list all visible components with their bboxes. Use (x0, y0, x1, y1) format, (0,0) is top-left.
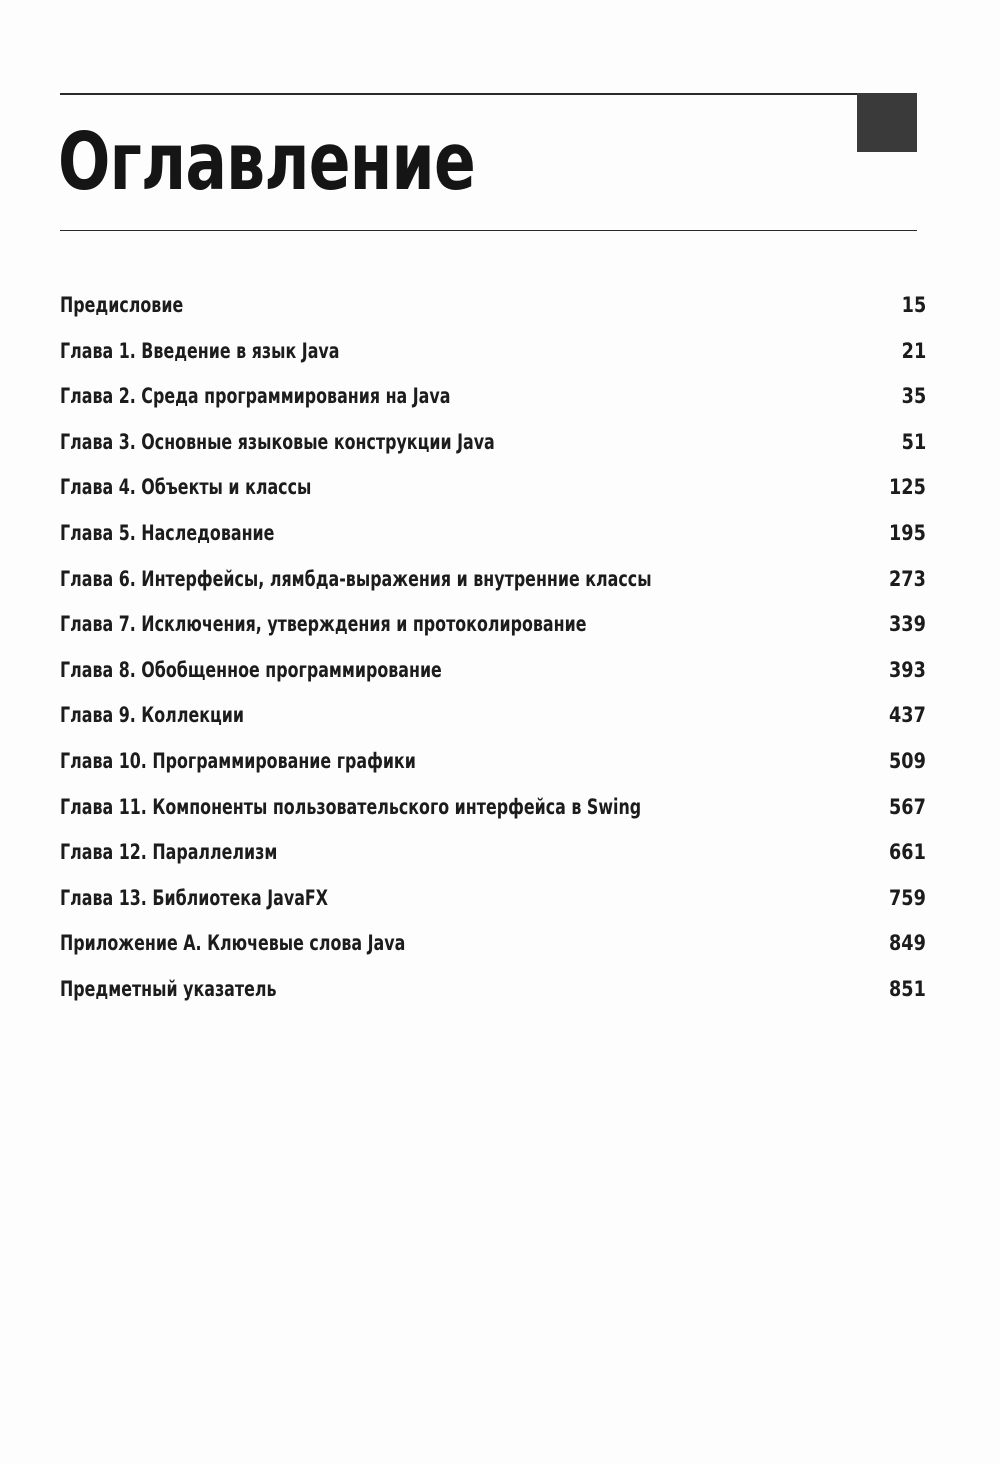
toc-entry-page-number: 273 (889, 566, 926, 591)
toc-entry-chapter-1[interactable] (60, 329, 926, 375)
toc-entry-chapter-2[interactable] (60, 374, 926, 420)
toc-entry-label: Приложение А. Ключевые слова Java (60, 931, 406, 956)
toc-entry-page-number: 51 (901, 429, 926, 454)
toc-entry-chapter-7[interactable] (60, 602, 926, 648)
toc-entry-chapter-6[interactable] (60, 557, 926, 603)
toc-entry-label: Глава 10. Программирование графики (60, 748, 416, 773)
top-rule-divider (60, 93, 860, 95)
toc-entry-chapter-4[interactable] (60, 465, 926, 511)
toc-entry-page-number: 851 (889, 976, 926, 1001)
toc-entry-chapter-12[interactable] (60, 830, 926, 876)
toc-entry-label: Глава 2. Среда программирования на Java (60, 384, 451, 409)
toc-entry-label: Предметный указатель (60, 976, 277, 1001)
toc-entry-label: Глава 11. Компоненты пользовательского интерфейса в Swing (60, 794, 642, 819)
toc-entry-label: Глава 8. Обобщенное программирование (60, 657, 442, 682)
toc-entry-page-number: 509 (889, 748, 926, 773)
toc-entry-chapter-9[interactable] (60, 693, 926, 739)
corner-block-decoration (857, 93, 917, 152)
toc-entry-label: Глава 6. Интерфейсы, лямбда-выражения и внутренние классы (60, 566, 652, 591)
toc-entry-page-number: 661 (889, 840, 926, 865)
toc-entry-page-number: 759 (889, 885, 926, 910)
toc-entry-label: Глава 7. Исключения, утверждения и протоколирование (60, 612, 587, 637)
toc-entry-page-number: 195 (889, 520, 926, 545)
table-of-contents (60, 283, 926, 1013)
title-underline-divider (60, 230, 917, 231)
toc-entry-chapter-11[interactable] (60, 785, 926, 831)
toc-entry-label: Глава 12. Параллелизм (60, 840, 278, 865)
toc-entry-chapter-10[interactable] (60, 739, 926, 785)
toc-entry-page-number: 567 (889, 794, 926, 819)
toc-entry-label: Глава 3. Основные языковые конструкции Java (60, 429, 495, 454)
toc-entry-label: Глава 9. Коллекции (60, 703, 244, 728)
toc-entry-page-number: 849 (889, 931, 926, 956)
toc-entry-page-number: 21 (901, 338, 926, 363)
toc-entry-chapter-5[interactable] (60, 511, 926, 557)
toc-entry-chapter-3[interactable] (60, 420, 926, 466)
toc-entry-chapter-13[interactable] (60, 876, 926, 922)
toc-entry-index[interactable] (60, 967, 926, 1013)
toc-entry-label: Глава 4. Объекты и классы (60, 475, 312, 500)
toc-entry-chapter-8[interactable] (60, 648, 926, 694)
toc-entry-page-number: 393 (889, 657, 926, 682)
toc-entry-preface[interactable] (60, 283, 926, 329)
toc-entry-label: Глава 5. Наследование (60, 520, 275, 545)
toc-entry-page-number: 35 (901, 384, 926, 409)
toc-entry-page-number: 125 (889, 475, 926, 500)
toc-entry-label: Глава 1. Введение в язык Java (60, 338, 340, 363)
toc-entry-label: Глава 13. Библиотека JavaFX (60, 885, 329, 910)
toc-entry-label: Предисловие (60, 293, 184, 317)
page-title: Оглавление (58, 116, 475, 208)
toc-entry-page-number: 339 (889, 612, 926, 637)
toc-entry-appendix-a[interactable] (60, 921, 926, 967)
toc-entry-page-number: 437 (889, 703, 926, 728)
toc-entry-page-number: 15 (901, 293, 926, 317)
